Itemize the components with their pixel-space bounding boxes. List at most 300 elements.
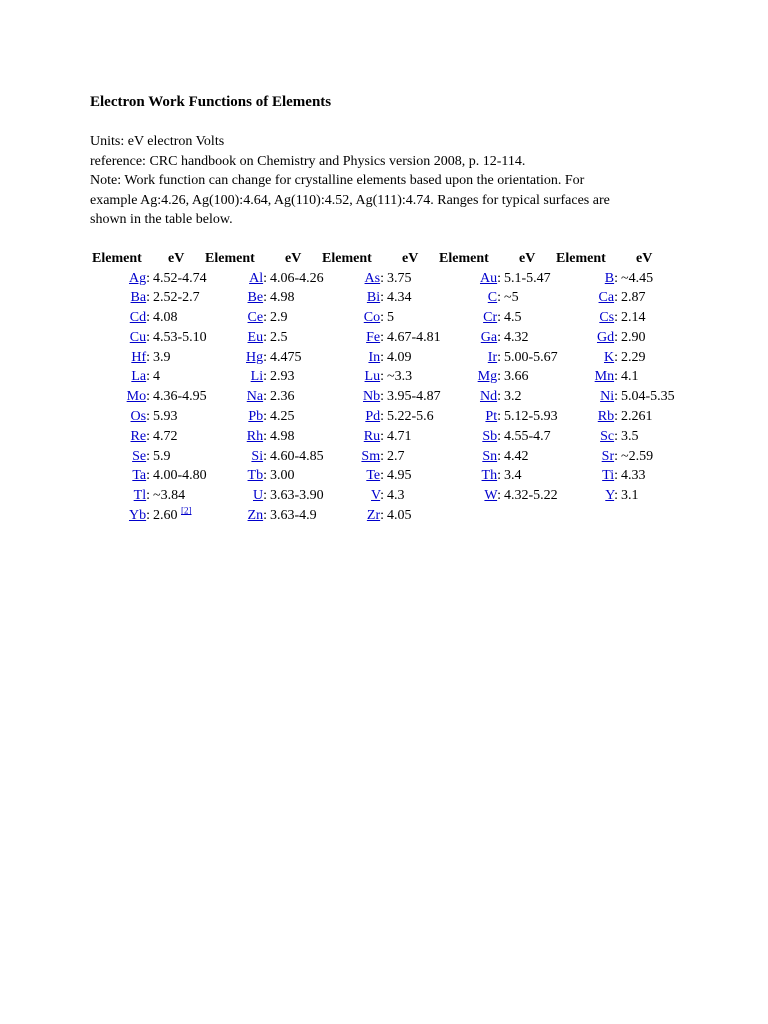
element-symbol-cell: [439, 367, 501, 387]
work-function-value: [267, 506, 322, 526]
element-symbol-cell: [439, 466, 501, 486]
element-symbol-cell: [556, 466, 618, 486]
separator-colon: :: [263, 409, 267, 425]
separator-colon: :: [497, 389, 501, 405]
element-link-te[interactable]: Te: [366, 468, 381, 484]
separator-colon: :: [380, 488, 384, 504]
ev-value-text: 5.1-5.47: [504, 270, 551, 286]
ev-value-text: 4.475: [270, 349, 302, 365]
column-header-ev: eV: [636, 250, 653, 266]
intro-units-line: Units: eV electron Volts: [90, 134, 225, 149]
ev-value-text: 2.7: [387, 448, 405, 464]
element-link-in[interactable]: In: [368, 349, 381, 365]
work-function-value: [618, 288, 673, 308]
separator-colon: :: [380, 310, 384, 326]
element-symbol-cell: [439, 348, 501, 368]
ev-value-text: 5.12-5.93: [504, 409, 558, 425]
separator-colon: :: [380, 428, 384, 444]
ev-value-text: 4.95: [387, 468, 412, 484]
column-header-element: Element: [205, 250, 255, 266]
element-symbol-cell: [90, 506, 150, 526]
work-function-table: [90, 249, 710, 526]
work-function-value: [501, 466, 556, 486]
ev-value-text: 4.32: [504, 329, 529, 345]
element-symbol-cell: [90, 387, 150, 407]
element-symbol-cell: [556, 308, 618, 328]
element-symbol-cell: [205, 348, 267, 368]
separator-colon: :: [146, 369, 150, 385]
separator-colon: :: [146, 468, 150, 484]
element-link-yb[interactable]: Yb: [128, 508, 147, 524]
element-link-al[interactable]: Al: [249, 270, 264, 286]
ev-value-text: 2.14: [621, 310, 646, 326]
element-link-gd[interactable]: Gd: [596, 329, 615, 345]
intro-note-line-2: example Ag:4.26, Ag(100):4.64, Ag(110):4.52, Ag(111):4.74. Ranges for typical surfaces are: [90, 192, 610, 208]
column-header-ev: eV: [285, 250, 302, 266]
document-page: [90, 92, 710, 526]
work-function-value: [501, 367, 556, 387]
ev-value-text: 4.98: [270, 290, 295, 306]
table-header-row: [90, 249, 710, 269]
work-function-value: [150, 269, 205, 289]
element-symbol-cell: [90, 367, 150, 387]
work-function-value: [150, 367, 205, 387]
element-link-hf[interactable]: Hf: [131, 349, 147, 365]
element-symbol-cell: [322, 328, 384, 348]
element-symbol-cell: [90, 288, 150, 308]
element-symbol-cell: [90, 427, 150, 447]
element-symbol-cell: [90, 348, 150, 368]
ev-value-text: 5.22-5.6: [387, 409, 434, 425]
element-symbol-cell: [205, 427, 267, 447]
separator-colon: :: [380, 349, 384, 365]
element-link-tb[interactable]: Tb: [247, 468, 264, 484]
element-link-v[interactable]: V: [371, 488, 381, 504]
element-link-pb[interactable]: Pb: [248, 409, 264, 425]
ev-value-text: 4.06-4.26: [270, 270, 324, 286]
element-link-os[interactable]: Os: [130, 409, 147, 425]
element-link-tl[interactable]: Tl: [133, 488, 147, 504]
separator-colon: :: [614, 310, 618, 326]
separator-colon: :: [497, 349, 501, 365]
element-symbol-cell: [322, 506, 384, 526]
work-function-value: [267, 308, 322, 328]
column-header-element: Element: [322, 250, 372, 266]
element-symbol-cell: [439, 269, 501, 289]
work-function-value: [150, 447, 205, 467]
element-symbol-cell: [556, 447, 618, 467]
element-link-re[interactable]: Re: [130, 428, 147, 444]
work-function-value: [267, 348, 322, 368]
element-link-li[interactable]: Li: [250, 369, 264, 385]
work-function-value: [501, 447, 556, 467]
element-symbol-cell: [556, 328, 618, 348]
ev-value-text: ~4.45: [621, 270, 654, 286]
ev-value-text: 4.67-4.81: [387, 329, 441, 345]
ev-value-text: 4.55-4.7: [504, 428, 551, 444]
separator-colon: :: [614, 270, 618, 286]
ev-value-text: 4.71: [387, 428, 412, 444]
ev-value-text: 3.1: [621, 488, 639, 504]
element-link-cd[interactable]: Cd: [129, 310, 147, 326]
ev-value-text: 2.60: [153, 508, 178, 524]
element-link-ru[interactable]: Ru: [363, 428, 381, 444]
element-link-nd[interactable]: Nd: [479, 389, 498, 405]
element-link-ba[interactable]: Ba: [130, 290, 147, 306]
work-function-value: [384, 427, 439, 447]
separator-colon: :: [497, 409, 501, 425]
work-function-value: [618, 486, 673, 506]
element-symbol-cell: [90, 486, 150, 506]
element-link-mo[interactable]: Mo: [126, 389, 147, 405]
separator-colon: :: [497, 428, 501, 444]
ev-value-text: 4.3: [387, 488, 405, 504]
separator-colon: :: [263, 270, 267, 286]
element-link-cu[interactable]: Cu: [129, 329, 147, 345]
work-function-value: [384, 466, 439, 486]
work-function-value: [384, 486, 439, 506]
ev-value-text: 3.63-3.90: [270, 488, 324, 504]
separator-colon: :: [380, 290, 384, 306]
ev-value-text: 4.60-4.85: [270, 448, 324, 464]
element-symbol-cell: [205, 269, 267, 289]
element-link-sb[interactable]: Sb: [482, 428, 498, 444]
separator-colon: :: [380, 389, 384, 405]
separator-colon: :: [497, 329, 501, 345]
ev-value-text: ~5: [504, 290, 519, 306]
element-symbol-cell: [556, 387, 618, 407]
ev-value-text: 4.32-5.22: [504, 488, 558, 504]
ev-value-text: 4.72: [153, 428, 178, 444]
ev-value-text: 4.36-4.95: [153, 389, 207, 405]
element-link-na[interactable]: Na: [246, 389, 264, 405]
ev-value-text: 4.1: [621, 369, 639, 385]
empty-cell: [439, 506, 501, 526]
separator-colon: :: [263, 508, 267, 524]
ev-value-text: 2.52-2.7: [153, 290, 200, 306]
element-link-pt[interactable]: Pt: [485, 409, 498, 425]
element-symbol-cell: [556, 288, 618, 308]
ev-value-text: 3.9: [153, 349, 171, 365]
separator-colon: :: [146, 488, 150, 504]
ev-value-text: 4.08: [153, 310, 178, 326]
element-link-lu[interactable]: Lu: [364, 369, 381, 385]
separator-colon: :: [146, 508, 150, 524]
element-symbol-cell: [439, 427, 501, 447]
work-function-value: [501, 387, 556, 407]
element-symbol-cell: [322, 308, 384, 328]
element-link-rh[interactable]: Rh: [246, 428, 264, 444]
element-link-au[interactable]: Au: [479, 270, 498, 286]
ev-value-text: 5.9: [153, 448, 171, 464]
element-link-rb[interactable]: Rb: [597, 409, 615, 425]
ev-value-text: 2.5: [270, 329, 288, 345]
ev-value-text: 3.75: [387, 270, 412, 286]
element-link-ni[interactable]: Ni: [600, 389, 615, 405]
ev-value-text: 4.05: [387, 508, 412, 524]
separator-colon: :: [263, 349, 267, 365]
element-link-ag[interactable]: Ag: [128, 270, 147, 286]
element-symbol-cell: [322, 466, 384, 486]
element-symbol-cell: [322, 348, 384, 368]
element-link-as[interactable]: As: [364, 270, 381, 286]
separator-colon: :: [614, 369, 618, 385]
work-function-value: [618, 447, 673, 467]
empty-cell: [556, 506, 618, 526]
ev-value-text: 2.261: [621, 409, 653, 425]
element-link-ta[interactable]: Ta: [132, 468, 147, 484]
work-function-value: [267, 466, 322, 486]
ev-value-text: 4.09: [387, 349, 412, 365]
element-symbol-cell: [205, 328, 267, 348]
element-symbol-cell: [90, 466, 150, 486]
separator-colon: :: [146, 349, 150, 365]
separator-colon: :: [146, 310, 150, 326]
separator-colon: :: [614, 290, 618, 306]
separator-colon: :: [497, 488, 501, 504]
separator-colon: :: [263, 488, 267, 504]
table-body: [90, 269, 710, 526]
column-header-element: Element: [439, 250, 489, 266]
work-function-value: [267, 269, 322, 289]
element-link-cr[interactable]: Cr: [483, 310, 498, 326]
work-function-value: [384, 348, 439, 368]
work-function-value: [150, 427, 205, 447]
element-symbol-cell: [322, 427, 384, 447]
element-link-w[interactable]: W: [484, 488, 498, 504]
separator-colon: :: [380, 468, 384, 484]
element-symbol-cell: [439, 308, 501, 328]
ev-value-text: 5.93: [153, 409, 178, 425]
element-symbol-cell: [556, 427, 618, 447]
element-link-sm[interactable]: Sm: [361, 448, 381, 464]
column-header-ev: eV: [402, 250, 419, 266]
element-link-zn[interactable]: Zn: [247, 508, 264, 524]
ev-value-text: 4: [153, 369, 160, 385]
element-symbol-cell: [556, 486, 618, 506]
element-link-ca[interactable]: Ca: [598, 290, 615, 306]
column-header-ev: eV: [168, 250, 185, 266]
work-function-value: [618, 308, 673, 328]
element-symbol-cell: [205, 367, 267, 387]
element-link-nb[interactable]: Nb: [362, 389, 381, 405]
work-function-value: [618, 427, 673, 447]
work-function-value: [267, 328, 322, 348]
element-symbol-cell: [439, 328, 501, 348]
ev-value-text: 4.98: [270, 428, 295, 444]
element-symbol-cell: [90, 269, 150, 289]
ev-value-text: 2.29: [621, 349, 646, 365]
element-link-sc[interactable]: Sc: [600, 428, 615, 444]
element-link-sr[interactable]: Sr: [601, 448, 615, 464]
ev-value-text: 2.36: [270, 389, 295, 405]
work-function-value: [501, 308, 556, 328]
separator-colon: :: [146, 448, 150, 464]
work-function-value: [618, 328, 673, 348]
element-symbol-cell: [322, 486, 384, 506]
separator-colon: :: [614, 448, 618, 464]
work-function-value: [618, 367, 673, 387]
separator-colon: :: [263, 468, 267, 484]
element-symbol-cell: [90, 447, 150, 467]
element-link-se[interactable]: Se: [132, 448, 147, 464]
element-link-la[interactable]: La: [131, 369, 147, 385]
separator-colon: :: [497, 310, 501, 326]
element-link-eu[interactable]: Eu: [247, 329, 264, 345]
element-symbol-cell: [205, 387, 267, 407]
element-link-th[interactable]: Th: [481, 468, 498, 484]
work-function-value: [384, 328, 439, 348]
work-function-value: [384, 308, 439, 328]
ev-value-text: 4.53-5.10: [153, 329, 207, 345]
element-link-y[interactable]: Y: [605, 488, 615, 504]
intro-reference-line: reference: CRC handbook on Chemistry and Physics version 2008, p. 12-114.: [90, 153, 526, 169]
separator-colon: :: [380, 270, 384, 286]
column-header-element: Element: [556, 250, 606, 266]
separator-colon: :: [146, 409, 150, 425]
element-link-be[interactable]: Be: [247, 290, 264, 306]
separator-colon: :: [380, 448, 384, 464]
work-function-value: [501, 427, 556, 447]
footnote-reference: [181, 505, 192, 515]
element-link-mg[interactable]: Mg: [477, 369, 498, 385]
ev-value-text: 4.33: [621, 468, 646, 484]
separator-colon: :: [614, 389, 618, 405]
element-link-ga[interactable]: Ga: [480, 329, 498, 345]
work-function-value: [150, 407, 205, 427]
ev-value-text: 5.00-5.67: [504, 349, 558, 365]
separator-colon: :: [614, 349, 618, 365]
element-link-cs[interactable]: Cs: [599, 310, 615, 326]
work-function-value: [150, 328, 205, 348]
separator-colon: :: [497, 270, 501, 286]
element-symbol-cell: [322, 288, 384, 308]
ev-value-text: 4.34: [387, 290, 412, 306]
ev-value-text: 3.63-4.9: [270, 508, 317, 524]
separator-colon: :: [497, 448, 501, 464]
element-symbol-cell: [205, 288, 267, 308]
separator-colon: :: [380, 409, 384, 425]
ev-value-text: 3.95-4.87: [387, 389, 441, 405]
work-function-value: [501, 348, 556, 368]
element-link-u[interactable]: U: [252, 488, 264, 504]
separator-colon: :: [380, 508, 384, 524]
separator-colon: :: [497, 369, 501, 385]
separator-colon: :: [497, 290, 501, 306]
element-symbol-cell: [205, 486, 267, 506]
ev-value-text: 2.93: [270, 369, 295, 385]
element-symbol-cell: [439, 387, 501, 407]
separator-colon: :: [614, 468, 618, 484]
work-function-value: [501, 486, 556, 506]
work-function-value: [618, 466, 673, 486]
element-link-c[interactable]: C: [487, 290, 498, 306]
element-symbol-cell: [205, 447, 267, 467]
separator-colon: :: [614, 329, 618, 345]
separator-colon: :: [146, 329, 150, 345]
element-link-hg[interactable]: Hg: [245, 349, 264, 365]
work-function-value: [618, 348, 673, 368]
separator-colon: :: [380, 369, 384, 385]
work-function-value: [150, 308, 205, 328]
element-symbol-cell: [556, 407, 618, 427]
separator-colon: :: [497, 468, 501, 484]
element-link-ce[interactable]: Ce: [247, 310, 264, 326]
separator-colon: :: [263, 448, 267, 464]
column-header-ev: eV: [519, 250, 536, 266]
intro-note-line-3: shown in the table below.: [90, 212, 233, 227]
ev-value-text: 4.25: [270, 409, 295, 425]
element-symbol-cell: [205, 506, 267, 526]
element-link-co[interactable]: Co: [363, 310, 381, 326]
element-link-sn[interactable]: Sn: [482, 448, 498, 464]
element-link-ir[interactable]: Ir: [487, 349, 498, 365]
separator-colon: :: [146, 428, 150, 444]
element-symbol-cell: [439, 407, 501, 427]
separator-colon: :: [263, 369, 267, 385]
element-symbol-cell: [205, 407, 267, 427]
element-symbol-cell: [556, 367, 618, 387]
element-link-si[interactable]: Si: [251, 448, 264, 464]
column-header-element: Element: [92, 250, 142, 266]
element-link-bi[interactable]: Bi: [366, 290, 381, 306]
ev-value-text: ~3.84: [153, 488, 186, 504]
empty-cell: [618, 506, 673, 526]
work-function-value: [618, 387, 673, 407]
work-function-value: [267, 447, 322, 467]
ev-value-text: 4.5: [504, 310, 522, 326]
intro-note-line-1: Note: Work function can change for crystalline elements based upon the orientation. For: [90, 173, 585, 188]
element-link-zr[interactable]: Zr: [366, 508, 381, 524]
work-function-value: [618, 407, 673, 427]
element-link-mn[interactable]: Mn: [594, 369, 615, 385]
element-link-fe[interactable]: Fe: [366, 329, 381, 345]
element-symbol-cell: [90, 328, 150, 348]
empty-cell: [501, 506, 556, 526]
work-function-value: [384, 387, 439, 407]
work-function-value: [384, 447, 439, 467]
separator-colon: :: [263, 290, 267, 306]
element-symbol-cell: [322, 269, 384, 289]
separator-colon: :: [380, 329, 384, 345]
separator-colon: :: [263, 329, 267, 345]
ev-value-text: 2.87: [621, 290, 646, 306]
work-function-value: [384, 407, 439, 427]
element-link-k[interactable]: K: [603, 349, 615, 365]
footnote-link[interactable]: [2]: [181, 505, 192, 516]
ev-value-text: 3.2: [504, 389, 522, 405]
work-function-value: [150, 466, 205, 486]
ev-value-text: 3.5: [621, 428, 639, 444]
work-function-value: [384, 506, 439, 526]
separator-colon: :: [614, 428, 618, 444]
ev-value-text: ~3.3: [387, 369, 413, 385]
element-link-pd[interactable]: Pd: [365, 409, 381, 425]
element-symbol-cell: [322, 367, 384, 387]
work-function-value: [501, 328, 556, 348]
work-function-value: [267, 367, 322, 387]
element-symbol-cell: [322, 387, 384, 407]
ev-value-text: ~2.59: [621, 448, 654, 464]
element-link-ti[interactable]: Ti: [602, 468, 615, 484]
separator-colon: :: [146, 270, 150, 286]
work-function-value: [384, 269, 439, 289]
work-function-value: [384, 367, 439, 387]
element-symbol-cell: [205, 308, 267, 328]
work-function-value: [618, 269, 673, 289]
element-link-b[interactable]: B: [604, 270, 615, 286]
work-function-value: [267, 427, 322, 447]
